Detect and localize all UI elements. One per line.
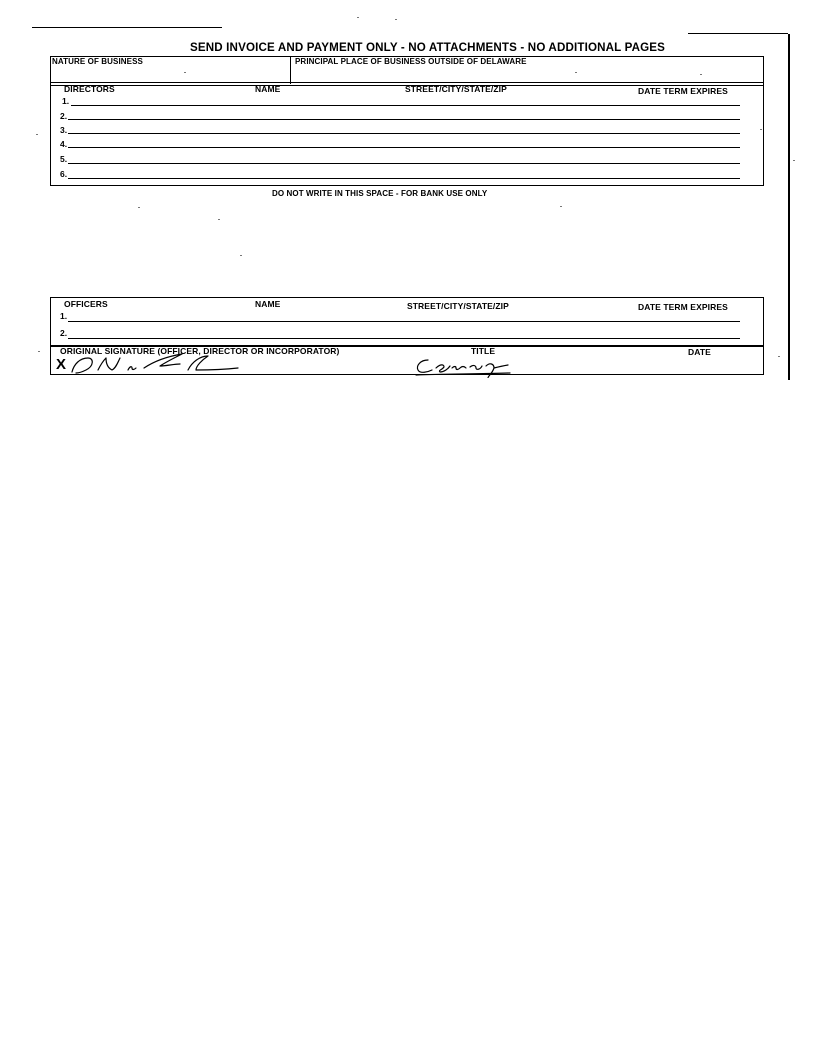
top-rule-left	[32, 27, 222, 28]
director-row-num: 2.	[60, 111, 68, 121]
officers-address-col-label: STREET/CITY/STATE/ZIP	[407, 301, 509, 311]
scan-speck	[184, 72, 186, 73]
nature-of-business-label: NATURE OF BUSINESS	[52, 57, 143, 66]
directors-expires-col-label: DATE TERM EXPIRES	[638, 86, 728, 96]
director-line-2	[68, 119, 740, 120]
scan-speck	[240, 255, 242, 256]
handwritten-title	[414, 356, 514, 378]
director-line-3	[68, 133, 740, 134]
scan-speck	[395, 19, 397, 20]
scan-speck	[560, 206, 562, 207]
scan-speck	[138, 207, 140, 208]
scan-speck	[575, 72, 577, 73]
director-line-4	[68, 147, 740, 148]
officers-expires-col-label: DATE TERM EXPIRES	[638, 302, 728, 312]
officers-name-col-label: NAME	[255, 299, 281, 309]
scan-speck	[778, 356, 780, 357]
directors-address-col-label: STREET/CITY/STATE/ZIP	[405, 84, 507, 94]
form-banner: SEND INVOICE AND PAYMENT ONLY - NO ATTACHMENTS - NO ADDITIONAL PAGES	[190, 41, 666, 54]
scan-speck	[38, 351, 40, 352]
scan-speck	[793, 160, 795, 161]
director-line-6	[68, 178, 740, 179]
scan-speck	[760, 129, 762, 130]
directors-name-col-label: NAME	[255, 84, 281, 94]
directors-col-label: DIRECTORS	[64, 84, 115, 94]
signature-x-mark: X	[56, 356, 67, 373]
title-label: TITLE	[471, 346, 496, 356]
top-rule-right	[688, 33, 788, 34]
business-divider	[290, 56, 291, 84]
handwritten-signature	[70, 352, 240, 376]
scan-speck	[357, 17, 359, 18]
signature-label: ORIGINAL SIGNATURE (OFFICER, DIRECTOR OR INCORPORATOR)	[60, 346, 340, 356]
director-row-num: 3.	[60, 125, 68, 135]
director-row-num: 6.	[60, 169, 68, 179]
officer-row-num: 1.	[60, 311, 68, 321]
officer-line-1	[68, 321, 740, 322]
director-row-num: 4.	[60, 139, 68, 149]
principal-place-label: PRINCIPAL PLACE OF BUSINESS OUTSIDE OF DELAWARE	[295, 57, 527, 66]
bank-use-notice: DO NOT WRITE IN THIS SPACE - FOR BANK USE ONLY	[272, 189, 488, 198]
right-edge-line	[788, 34, 790, 380]
director-row-num: 1.	[62, 96, 70, 106]
director-row-num: 5.	[60, 154, 68, 164]
scan-speck	[36, 134, 38, 135]
director-line-5	[68, 163, 740, 164]
director-line-1	[71, 105, 740, 106]
officers-col-label: OFFICERS	[64, 299, 108, 309]
date-label: DATE	[688, 347, 711, 357]
directors-box	[50, 82, 764, 186]
officer-row-num: 2.	[60, 328, 68, 338]
scan-speck	[218, 219, 220, 220]
scan-speck	[700, 74, 702, 75]
officer-line-2	[68, 338, 740, 339]
